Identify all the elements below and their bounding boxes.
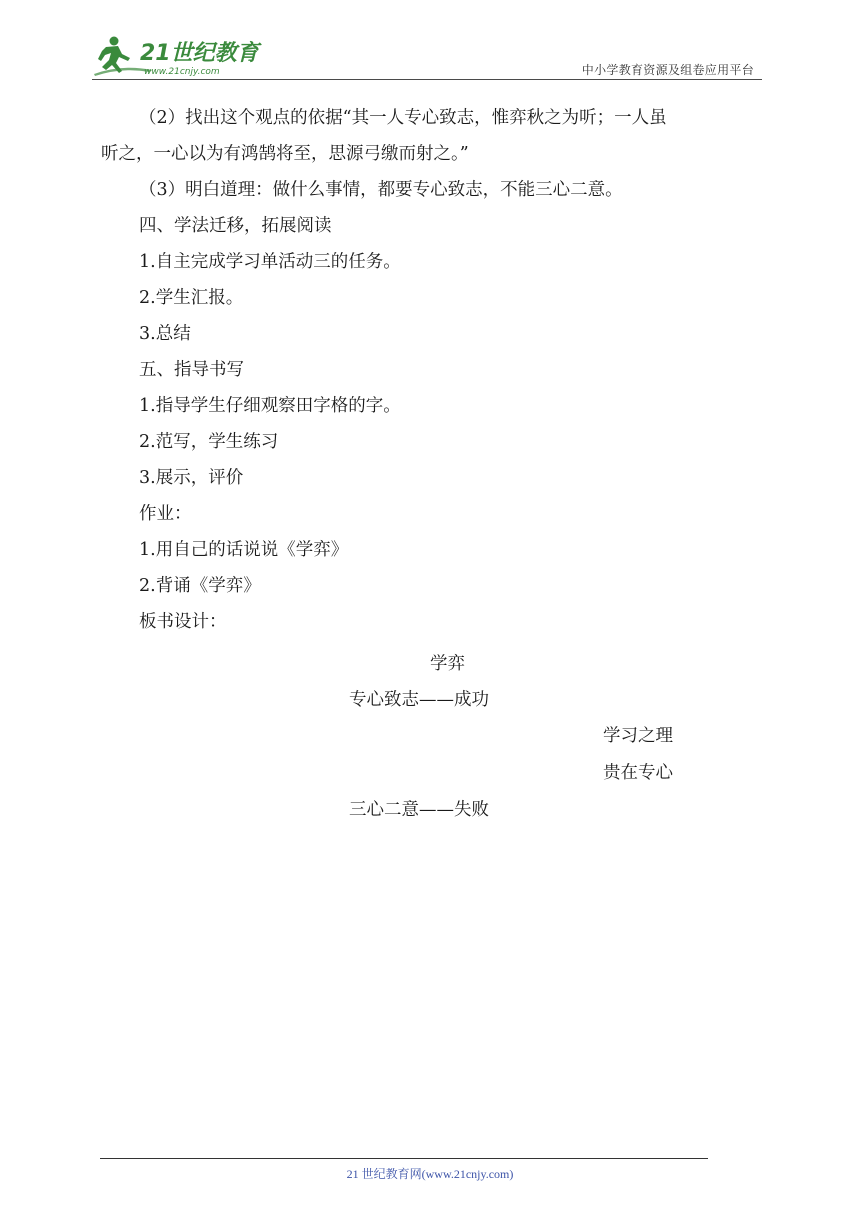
paragraph-line: （2）找出这个观点的依据“其一人专心致志，惟弈秋之为听；一人虽 [139, 108, 667, 128]
board-line-success: 专心致志——成功 [349, 690, 489, 710]
board-title: 学弈 [430, 654, 465, 674]
section-heading: 作业： [139, 504, 192, 524]
document-body [101, 100, 781, 640]
list-item: 2.学生汇报。 [139, 288, 244, 308]
page-header [92, 34, 762, 80]
header-tagline: 中小学教育资源及组卷应用平台 [581, 63, 754, 77]
list-item: 3.总结 [139, 324, 191, 344]
footer-link[interactable]: 21 世纪教育网(www.21cnjy.com) [346, 1167, 514, 1181]
list-item: 1.用自己的话说说《学弈》 [139, 540, 349, 560]
list-item: 3.展示，评价 [139, 468, 244, 488]
paragraph-line: 听之，一心以为有鸿鹄将至，思源弓缴而射之。” [101, 144, 469, 164]
board-line-focus: 贵在专心 [603, 763, 673, 783]
list-item: 2.范写，学生练习 [139, 432, 279, 452]
list-item: 2.背诵《学弈》 [139, 576, 261, 596]
section-heading: 五、指导书写 [139, 360, 244, 380]
logo-21cnjy [92, 34, 262, 78]
section-heading: 板书设计： [139, 612, 227, 632]
header-divider [92, 79, 762, 80]
footer-divider [100, 1158, 708, 1159]
section-heading: 四、学法迁移，拓展阅读 [139, 216, 332, 236]
logo-text: 21世纪教育 [140, 41, 259, 66]
board-line-failure: 三心二意——失败 [349, 800, 489, 820]
list-item: 1.指导学生仔细观察田字格的字。 [139, 396, 401, 416]
logo-url: www.21cnjy.com [144, 67, 220, 77]
paragraph-line: （3）明白道理：做什么事情，都要专心致志，不能三心二意。 [139, 180, 623, 200]
board-line-principle: 学习之理 [603, 726, 673, 746]
list-item: 1.自主完成学习单活动三的任务。 [139, 252, 401, 272]
